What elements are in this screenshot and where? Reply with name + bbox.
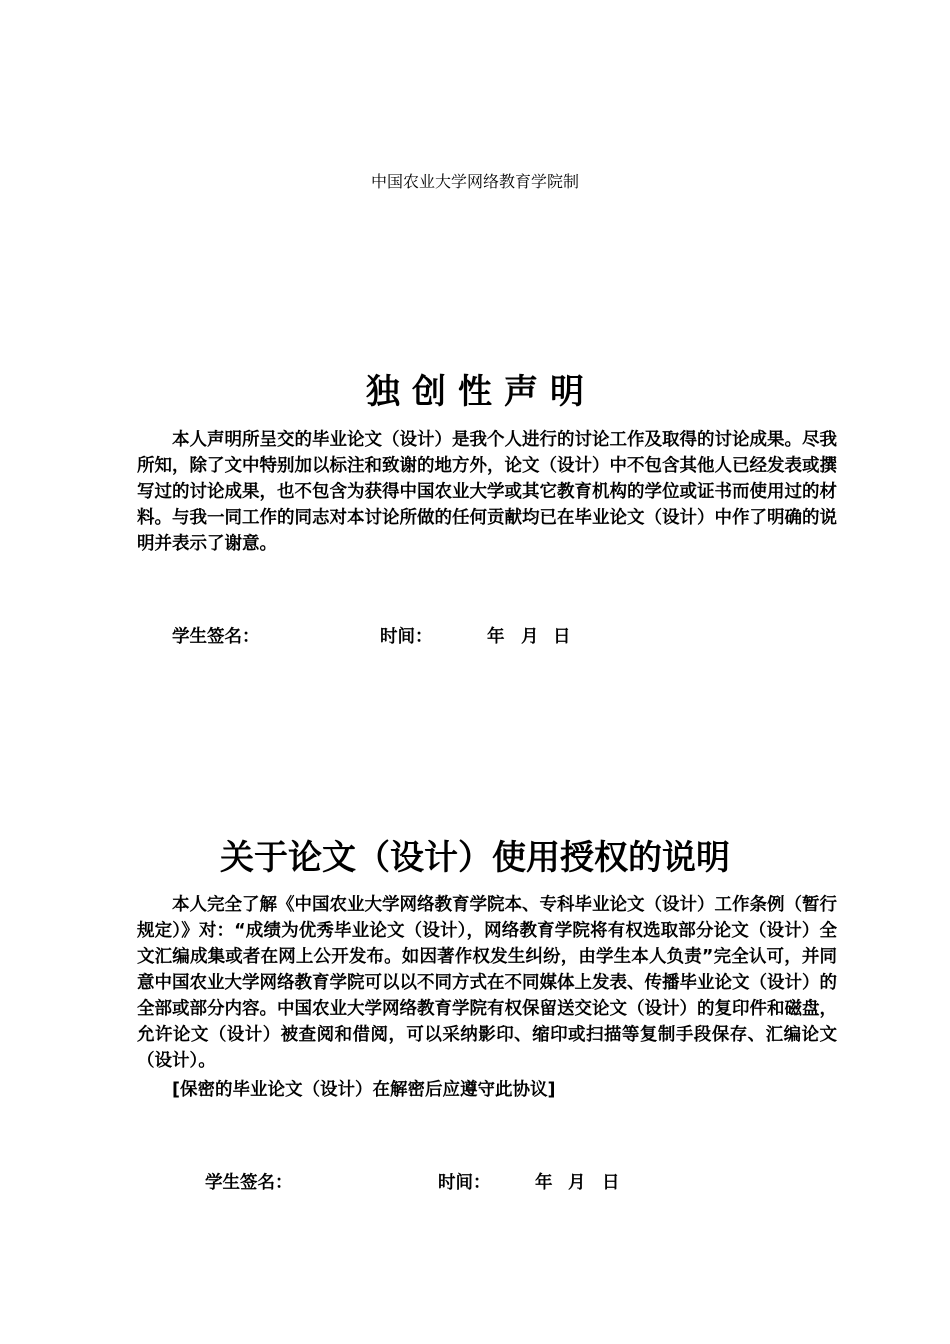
authorization-title: 关于论文（设计）使用授权的说明 — [220, 838, 730, 878]
month-label: 月 — [521, 627, 539, 647]
time-label: 时间： — [380, 627, 433, 647]
month-label: 月 — [568, 1173, 586, 1193]
institution-header: 中国农业大学网络教育学院制 — [370, 172, 579, 191]
originality-body: 本人声明所呈交的毕业论文（设计）是我个人进行的讨论工作及取得的讨论成果。尽我所知，除了文中特别加以标注和致谢的地方外，论文（设计）中不包含其他人已经发表或撰写过的讨论成果，也不包含为获得中国农业大学或其它教育机构的学位或证书而使用过的材料。与我一同工作的同志对本讨论所做的任何贡献均已在毕业论文（设计）中作了明确的说明并表示了谢意。 — [137, 430, 837, 554]
authorization-body: 本人完全了解《中国农业大学网络教育学院本、专科毕业论文（设计）工作条例（暂行规定）》对：“成绩为优秀毕业论文（设计），网络教育学院将有权选取部分论文（设计）全文汇编成集或者在网上公开发布。如因著作权发生纠纷，由学生本人负责”完全认可，并同意中国农业大学网络教育学院可以以不同方式在不同媒体上发表、传播毕业论文（设计）的全部或部分内容。中国农业大学网络教育学院有权保留送交论文（设计）的复印件和磁盘，允许论文（设计）被查阅和借阅，可以采纳影印、缩印或扫描等复制手段保存、汇编论文（设计）。 — [137, 895, 837, 1071]
authorization-signature-row — [0, 1171, 950, 1195]
confidentiality-note: [保密的毕业论文（设计）在解密后应遵守此协议] — [172, 1080, 556, 1100]
day-label: 日 — [553, 627, 571, 647]
signature-label: 学生签名： — [205, 1173, 293, 1193]
originality-signature-row — [0, 625, 950, 649]
originality-title: 独创性声明 — [366, 372, 596, 412]
time-label: 时间： — [438, 1173, 491, 1193]
year-label: 年 — [535, 1173, 553, 1193]
day-label: 日 — [602, 1173, 620, 1193]
year-label: 年 — [487, 627, 505, 647]
signature-label: 学生签名： — [172, 627, 260, 647]
